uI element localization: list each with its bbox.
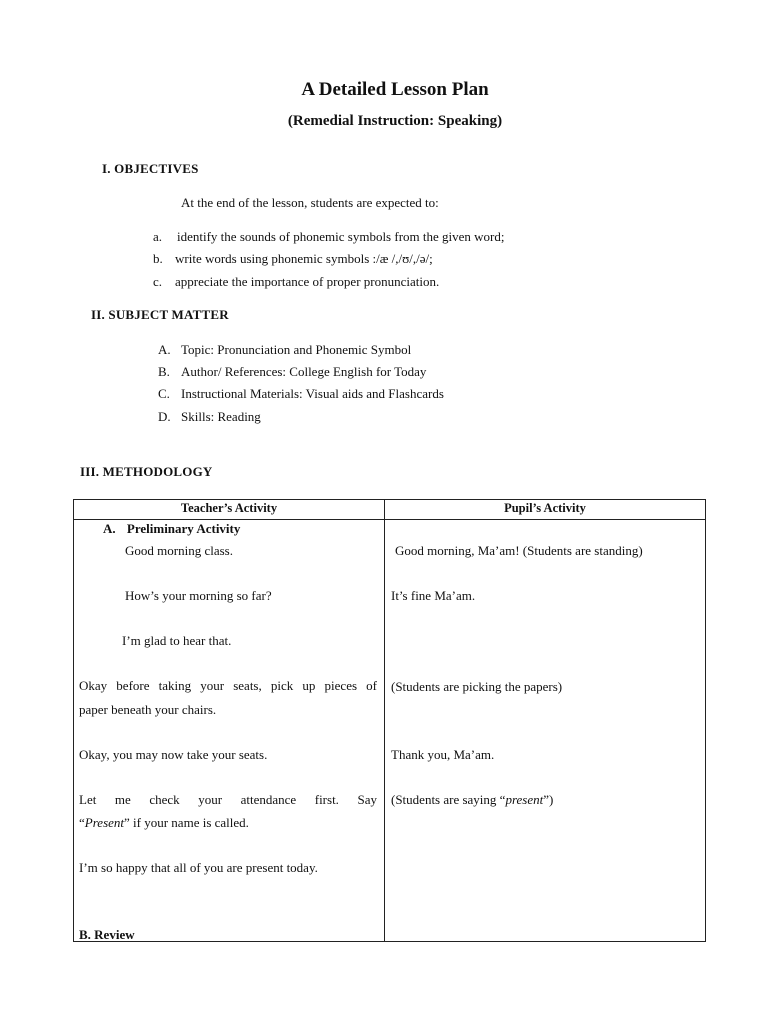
subject-matter-heading: II. SUBJECT MATTER (91, 307, 229, 322)
objective-label: c. (153, 274, 163, 289)
saying-close: ”) (543, 792, 554, 807)
pupil-fine: It’s fine Ma’am. (391, 588, 476, 603)
teacher-glad: I’m glad to hear that. (122, 633, 232, 648)
teacher-ask-morning: How’s your morning so far? (125, 588, 272, 603)
teacher-attendance-line-1: Let me check your attendance first. Say (79, 792, 377, 807)
open-quote: “ (79, 815, 85, 830)
teacher-happy: I’m so happy that all of you are present today. (79, 860, 318, 875)
present-word: Present (84, 815, 125, 830)
methodology-table (73, 499, 706, 942)
objectives-intro: At the end of the lesson, students are expected to: (181, 195, 439, 210)
document-title: A Detailed Lesson Plan (301, 79, 489, 100)
pupil-greeting: Good morning, Ma’am! (Students are standing) (395, 543, 643, 558)
present-word: present (505, 792, 544, 807)
table-header-row (74, 500, 706, 520)
pupil-activity-header: Pupil’s Activity (385, 500, 706, 520)
objective-label: a. (153, 229, 163, 244)
attendance-rest: ” if your name is called. (124, 815, 249, 830)
saying-open: (Students are saying “ (391, 792, 506, 807)
section-b-heading: B. Review (79, 927, 135, 942)
teacher-activity-header: Teacher’s Activity (74, 500, 385, 520)
objective-text: identify the sounds of phonemic symbols from the given word; (177, 229, 505, 244)
objective-text: write words using phonemic symbols :/æ /,/ʊ/,/ə/; (175, 251, 433, 266)
pupil-saying (391, 792, 553, 808)
section-a-label: A. (103, 521, 116, 536)
subject-text: Topic: Pronunciation and Phonemic Symbol (181, 342, 412, 357)
teacher-pickup-line-2: paper beneath your chairs. (79, 702, 217, 717)
subject-text: Instructional Materials: Visual aids and Flashcards (181, 386, 444, 401)
document-subtitle: (Remedial Instruction: Speaking) (287, 113, 503, 129)
pupil-activity-cell (385, 520, 706, 942)
subject-label: C. (158, 386, 170, 401)
objectives-heading: I. OBJECTIVES (102, 161, 199, 176)
subject-label: A. (158, 342, 171, 357)
teacher-greeting: Good morning class. (125, 543, 233, 558)
pupil-picking: (Students are picking the papers) (391, 679, 563, 694)
methodology-heading: III. METHODOLOGY (80, 464, 213, 479)
subject-text: Skills: Reading (181, 409, 261, 424)
table-row (74, 520, 706, 942)
teacher-pickup-line-1: Okay before taking your seats, pick up pieces of (79, 678, 377, 693)
section-a-title: Preliminary Activity (126, 521, 241, 536)
teacher-attendance-line-2 (79, 815, 249, 831)
objective-label: b. (153, 251, 163, 266)
pupil-thanks: Thank you, Ma’am. (391, 747, 495, 762)
teacher-activity-cell (74, 520, 385, 942)
teacher-take-seats: Okay, you may now take your seats. (79, 747, 268, 762)
objective-text: appreciate the importance of proper pronunciation. (175, 274, 440, 289)
section-a-heading (103, 521, 240, 537)
subject-label: D. (158, 409, 171, 424)
subject-label: B. (158, 364, 170, 379)
subject-text: Author/ References: College English for Today (181, 364, 427, 379)
